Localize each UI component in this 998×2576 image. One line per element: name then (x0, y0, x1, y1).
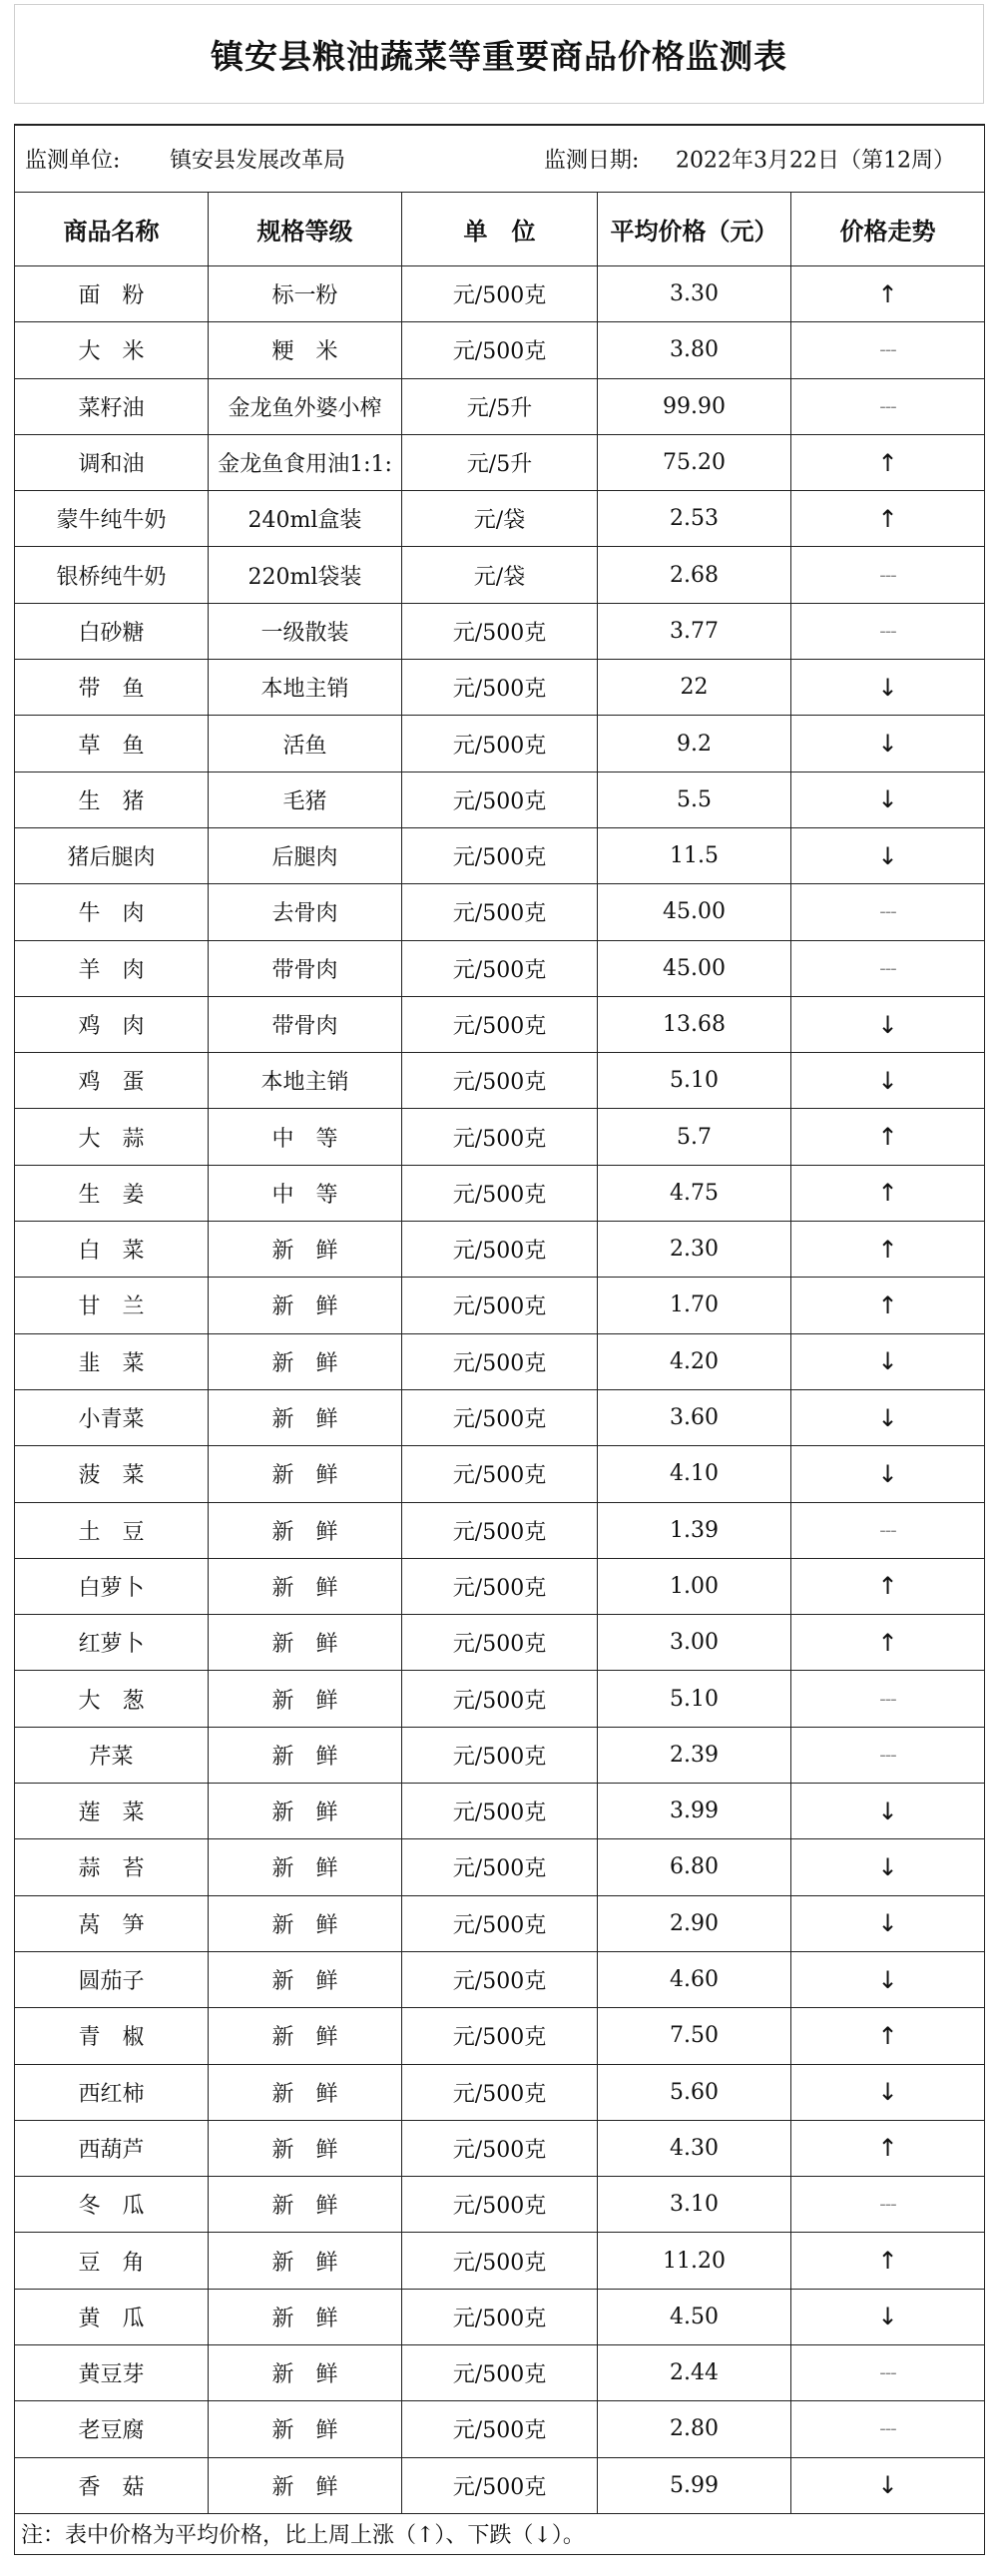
table-row (15, 1671, 985, 1727)
table-row (15, 1839, 985, 1895)
product-name-cell: 大 米 (15, 322, 209, 378)
price-cell: 5.7 (598, 1109, 791, 1165)
unit-cell: 元/500克 (402, 1109, 598, 1165)
product-name-cell: 土 豆 (15, 1502, 209, 1558)
trend-flat-icon: --- (791, 2401, 985, 2457)
table-row (15, 2289, 985, 2344)
trend-up-icon: ↑ (791, 1615, 985, 1671)
spec-cell: 新 鲜 (209, 1333, 402, 1389)
unit-cell: 元/袋 (402, 547, 598, 603)
price-cell: 2.68 (598, 547, 791, 603)
spec-cell: 新 鲜 (209, 2344, 402, 2400)
table-row (15, 2177, 985, 2233)
product-name-cell: 大 葱 (15, 1671, 209, 1727)
product-name-cell: 生 姜 (15, 1165, 209, 1221)
product-name-cell: 甘 兰 (15, 1278, 209, 1333)
price-cell: 4.50 (598, 2289, 791, 2344)
page-title: 镇安县粮油蔬菜等重要商品价格监测表 (211, 36, 787, 76)
spec-cell: 本地主销 (209, 1053, 402, 1109)
table-row (15, 2401, 985, 2457)
product-name-cell: 香 菇 (15, 2457, 209, 2513)
product-name-cell: 鸡 肉 (15, 996, 209, 1052)
trend-down-icon: ↓ (791, 1446, 985, 1502)
table-row (15, 827, 985, 883)
unit-cell: 元/500克 (402, 1446, 598, 1502)
product-name-cell: 小青菜 (15, 1389, 209, 1445)
price-cell: 4.75 (598, 1165, 791, 1221)
product-name-cell: 白 菜 (15, 1222, 209, 1278)
spec-cell: 新 鲜 (209, 2401, 402, 2457)
meta-row (15, 125, 985, 193)
product-name-cell: 调和油 (15, 434, 209, 490)
trend-up-icon: ↑ (791, 1222, 985, 1278)
product-name-cell: 生 猪 (15, 772, 209, 827)
trend-down-icon: ↓ (791, 2289, 985, 2344)
table-row (15, 996, 985, 1052)
product-name-cell: 蒜 苔 (15, 1839, 209, 1895)
price-cell: 4.20 (598, 1333, 791, 1389)
product-name-cell: 青 椒 (15, 2008, 209, 2064)
product-name-cell: 西红柿 (15, 2064, 209, 2120)
spec-cell: 新 鲜 (209, 1389, 402, 1445)
trend-down-icon: ↓ (791, 772, 985, 827)
spec-cell: 新 鲜 (209, 1951, 402, 2007)
unit-cell: 元/500克 (402, 266, 598, 322)
spec-cell: 新 鲜 (209, 2064, 402, 2120)
price-cell: 3.99 (598, 1784, 791, 1839)
header-row (15, 193, 985, 266)
product-name-cell: 面 粉 (15, 266, 209, 322)
price-cell: 45.00 (598, 940, 791, 996)
unit-cell: 元/500克 (402, 322, 598, 378)
table-row (15, 1053, 985, 1109)
monitor-unit-value: 镇安县发展改革局 (170, 148, 346, 174)
unit-cell: 元/500克 (402, 827, 598, 883)
product-name-cell: 大 蒜 (15, 1109, 209, 1165)
spec-cell: 本地主销 (209, 660, 402, 716)
price-cell: 11.20 (598, 2233, 791, 2289)
product-name-cell: 黄 瓜 (15, 2289, 209, 2344)
unit-cell: 元/500克 (402, 996, 598, 1052)
trend-down-icon: ↓ (791, 1839, 985, 1895)
table-row (15, 2120, 985, 2176)
price-cell: 5.10 (598, 1671, 791, 1727)
spec-cell: 新 鲜 (209, 1839, 402, 1895)
price-cell: 1.70 (598, 1278, 791, 1333)
unit-cell: 元/500克 (402, 884, 598, 940)
unit-cell: 元/500克 (402, 1784, 598, 1839)
table-row (15, 1502, 985, 1558)
unit-cell: 元/500克 (402, 1951, 598, 2007)
spec-cell: 后腿肉 (209, 827, 402, 883)
unit-cell: 元/500克 (402, 2344, 598, 2400)
unit-cell: 元/500克 (402, 2120, 598, 2176)
trend-flat-icon: --- (791, 1671, 985, 1727)
header-spec: 规格等级 (209, 193, 402, 266)
table-row (15, 2064, 985, 2120)
price-cell: 3.80 (598, 322, 791, 378)
trend-down-icon: ↓ (791, 1333, 985, 1389)
trend-up-icon: ↑ (791, 2120, 985, 2176)
trend-up-icon: ↑ (791, 1278, 985, 1333)
spec-cell: 金龙鱼食用油1:1: (209, 434, 402, 490)
product-name-cell: 老豆腐 (15, 2401, 209, 2457)
unit-cell: 元/500克 (402, 1839, 598, 1895)
table-row (15, 772, 985, 827)
price-cell: 3.60 (598, 1389, 791, 1445)
monitor-date-value: 2022年3月22日（第12周） (676, 148, 955, 174)
unit-cell: 元/500克 (402, 2177, 598, 2233)
product-name-cell: 西葫芦 (15, 2120, 209, 2176)
spec-cell: 新 鲜 (209, 2177, 402, 2233)
price-cell: 22 (598, 660, 791, 716)
note-row (15, 2513, 985, 2554)
product-name-cell: 菜籽油 (15, 378, 209, 434)
table-row (15, 434, 985, 490)
price-cell: 99.90 (598, 378, 791, 434)
product-name-cell: 猪后腿肉 (15, 827, 209, 883)
product-name-cell: 豆 角 (15, 2233, 209, 2289)
spec-cell: 标一粉 (209, 266, 402, 322)
trend-flat-icon: --- (791, 603, 985, 659)
trend-down-icon: ↓ (791, 1895, 985, 1951)
spec-cell: 新 鲜 (209, 1502, 402, 1558)
trend-up-icon: ↑ (791, 491, 985, 547)
spec-cell: 240ml盒装 (209, 491, 402, 547)
table-row (15, 2233, 985, 2289)
spec-cell: 中 等 (209, 1165, 402, 1221)
product-name-cell: 银桥纯牛奶 (15, 547, 209, 603)
trend-down-icon: ↓ (791, 1053, 985, 1109)
product-name-cell: 莴 笋 (15, 1895, 209, 1951)
table-row (15, 716, 985, 772)
unit-cell: 元/500克 (402, 1222, 598, 1278)
trend-flat-icon: --- (791, 1727, 985, 1783)
spec-cell: 新 鲜 (209, 2233, 402, 2289)
price-cell: 2.39 (598, 1727, 791, 1783)
spec-cell: 粳 米 (209, 322, 402, 378)
unit-cell: 元/500克 (402, 772, 598, 827)
product-name-cell: 芹菜 (15, 1727, 209, 1783)
trend-down-icon: ↓ (791, 660, 985, 716)
price-cell: 3.00 (598, 1615, 791, 1671)
table-row (15, 322, 985, 378)
spec-cell: 新 鲜 (209, 1784, 402, 1839)
spec-cell: 新 鲜 (209, 2289, 402, 2344)
product-name-cell: 红萝卜 (15, 1615, 209, 1671)
spec-cell: 毛猪 (209, 772, 402, 827)
unit-cell: 元/5升 (402, 378, 598, 434)
table-row (15, 547, 985, 603)
trend-up-icon: ↑ (791, 1109, 985, 1165)
trend-up-icon: ↑ (791, 1558, 985, 1614)
trend-down-icon: ↓ (791, 996, 985, 1052)
price-cell: 2.44 (598, 2344, 791, 2400)
price-cell: 2.90 (598, 1895, 791, 1951)
table-row (15, 1895, 985, 1951)
unit-cell: 元/500克 (402, 2008, 598, 2064)
table-row (15, 1615, 985, 1671)
spec-cell: 新 鲜 (209, 1727, 402, 1783)
price-cell: 1.00 (598, 1558, 791, 1614)
title-box (14, 4, 984, 104)
product-name-cell: 圆茄子 (15, 1951, 209, 2007)
table-row (15, 1333, 985, 1389)
table-row (15, 1784, 985, 1839)
unit-cell: 元/500克 (402, 2064, 598, 2120)
spec-cell: 活鱼 (209, 716, 402, 772)
table-row (15, 940, 985, 996)
monitor-date-label: 监测日期: (544, 148, 640, 174)
trend-down-icon: ↓ (791, 2457, 985, 2513)
trend-down-icon: ↓ (791, 2064, 985, 2120)
product-name-cell: 白砂糖 (15, 603, 209, 659)
meta-cell (15, 125, 985, 193)
unit-cell: 元/500克 (402, 1502, 598, 1558)
table-row (15, 603, 985, 659)
table-row (15, 1165, 985, 1221)
table-row (15, 1278, 985, 1333)
table-row (15, 2457, 985, 2513)
unit-cell: 元/500克 (402, 940, 598, 996)
product-name-cell: 鸡 蛋 (15, 1053, 209, 1109)
product-name-cell: 黄豆芽 (15, 2344, 209, 2400)
price-cell: 4.30 (598, 2120, 791, 2176)
unit-cell: 元/500克 (402, 1278, 598, 1333)
spec-cell: 220ml袋装 (209, 547, 402, 603)
price-cell: 1.39 (598, 1502, 791, 1558)
header-name: 商品名称 (15, 193, 209, 266)
product-name-cell: 莲 菜 (15, 1784, 209, 1839)
spec-cell: 带骨肉 (209, 940, 402, 996)
trend-flat-icon: --- (791, 322, 985, 378)
product-name-cell: 草 鱼 (15, 716, 209, 772)
unit-cell: 元/500克 (402, 1165, 598, 1221)
monitor-unit-label: 监测单位: (25, 148, 121, 174)
price-cell: 11.5 (598, 827, 791, 883)
price-cell: 4.60 (598, 1951, 791, 2007)
unit-cell: 元/500克 (402, 2401, 598, 2457)
spec-cell: 新 鲜 (209, 2008, 402, 2064)
price-cell: 2.80 (598, 2401, 791, 2457)
trend-flat-icon: --- (791, 2344, 985, 2400)
unit-cell: 元/500克 (402, 1671, 598, 1727)
product-name-cell: 羊 肉 (15, 940, 209, 996)
trend-up-icon: ↑ (791, 434, 985, 490)
unit-cell: 元/500克 (402, 660, 598, 716)
product-name-cell: 牛 肉 (15, 884, 209, 940)
spec-cell: 带骨肉 (209, 996, 402, 1052)
spec-cell: 新 鲜 (209, 1558, 402, 1614)
trend-down-icon: ↓ (791, 827, 985, 883)
trend-up-icon: ↑ (791, 1165, 985, 1221)
unit-cell: 元/500克 (402, 603, 598, 659)
price-cell: 4.10 (598, 1446, 791, 1502)
unit-cell: 元/500克 (402, 1615, 598, 1671)
table-row (15, 1109, 985, 1165)
unit-cell: 元/5升 (402, 434, 598, 490)
spec-cell: 新 鲜 (209, 1895, 402, 1951)
price-cell: 6.80 (598, 1839, 791, 1895)
table-row (15, 1389, 985, 1445)
spec-cell: 新 鲜 (209, 1671, 402, 1727)
price-table (14, 124, 985, 2555)
spec-cell: 一级散装 (209, 603, 402, 659)
header-price: 平均价格（元） (598, 193, 791, 266)
price-cell: 2.53 (598, 491, 791, 547)
table-row (15, 266, 985, 322)
unit-cell: 元/袋 (402, 491, 598, 547)
product-name-cell: 菠 菜 (15, 1446, 209, 1502)
product-name-cell: 白萝卜 (15, 1558, 209, 1614)
trend-flat-icon: --- (791, 378, 985, 434)
product-name-cell: 冬 瓜 (15, 2177, 209, 2233)
price-cell: 5.99 (598, 2457, 791, 2513)
product-name-cell: 带 鱼 (15, 660, 209, 716)
table-row (15, 884, 985, 940)
product-name-cell: 韭 菜 (15, 1333, 209, 1389)
spec-cell: 去骨肉 (209, 884, 402, 940)
table-row (15, 1446, 985, 1502)
price-cell: 5.10 (598, 1053, 791, 1109)
unit-cell: 元/500克 (402, 1389, 598, 1445)
trend-down-icon: ↓ (791, 1784, 985, 1839)
unit-cell: 元/500克 (402, 716, 598, 772)
price-cell: 3.77 (598, 603, 791, 659)
price-cell: 2.30 (598, 1222, 791, 1278)
price-cell: 45.00 (598, 884, 791, 940)
price-cell: 5.5 (598, 772, 791, 827)
table-row (15, 491, 985, 547)
spec-cell: 新 鲜 (209, 1615, 402, 1671)
product-name-cell: 蒙牛纯牛奶 (15, 491, 209, 547)
spec-cell: 金龙鱼外婆小榨 (209, 378, 402, 434)
price-cell: 7.50 (598, 2008, 791, 2064)
spec-cell: 新 鲜 (209, 2457, 402, 2513)
trend-down-icon: ↓ (791, 716, 985, 772)
table-row (15, 1951, 985, 2007)
trend-up-icon: ↑ (791, 2008, 985, 2064)
unit-cell: 元/500克 (402, 1558, 598, 1614)
unit-cell: 元/500克 (402, 2457, 598, 2513)
price-cell: 3.10 (598, 2177, 791, 2233)
trend-flat-icon: --- (791, 1502, 985, 1558)
table-row (15, 2344, 985, 2400)
trend-up-icon: ↑ (791, 2233, 985, 2289)
trend-down-icon: ↓ (791, 1389, 985, 1445)
footnote: 注：表中价格为平均价格，比上周上涨（↑）、下跌（↓）。 (15, 2513, 985, 2554)
trend-flat-icon: --- (791, 2177, 985, 2233)
spec-cell: 新 鲜 (209, 2120, 402, 2176)
unit-cell: 元/500克 (402, 1727, 598, 1783)
price-cell: 5.60 (598, 2064, 791, 2120)
spec-cell: 新 鲜 (209, 1446, 402, 1502)
table-row (15, 1727, 985, 1783)
price-cell: 9.2 (598, 716, 791, 772)
table-row (15, 2008, 985, 2064)
price-cell: 75.20 (598, 434, 791, 490)
table-row (15, 1222, 985, 1278)
unit-cell: 元/500克 (402, 1333, 598, 1389)
unit-cell: 元/500克 (402, 1053, 598, 1109)
table-row (15, 660, 985, 716)
header-trend: 价格走势 (791, 193, 985, 266)
unit-cell: 元/500克 (402, 1895, 598, 1951)
unit-cell: 元/500克 (402, 2233, 598, 2289)
spec-cell: 新 鲜 (209, 1278, 402, 1333)
trend-flat-icon: --- (791, 884, 985, 940)
trend-flat-icon: --- (791, 940, 985, 996)
trend-down-icon: ↓ (791, 1951, 985, 2007)
price-cell: 13.68 (598, 996, 791, 1052)
header-unit: 单 位 (402, 193, 598, 266)
trend-up-icon: ↑ (791, 266, 985, 322)
trend-flat-icon: --- (791, 547, 985, 603)
spec-cell: 新 鲜 (209, 1222, 402, 1278)
spec-cell: 中 等 (209, 1109, 402, 1165)
table-row (15, 1558, 985, 1614)
price-cell: 3.30 (598, 266, 791, 322)
unit-cell: 元/500克 (402, 2289, 598, 2344)
table-row (15, 378, 985, 434)
